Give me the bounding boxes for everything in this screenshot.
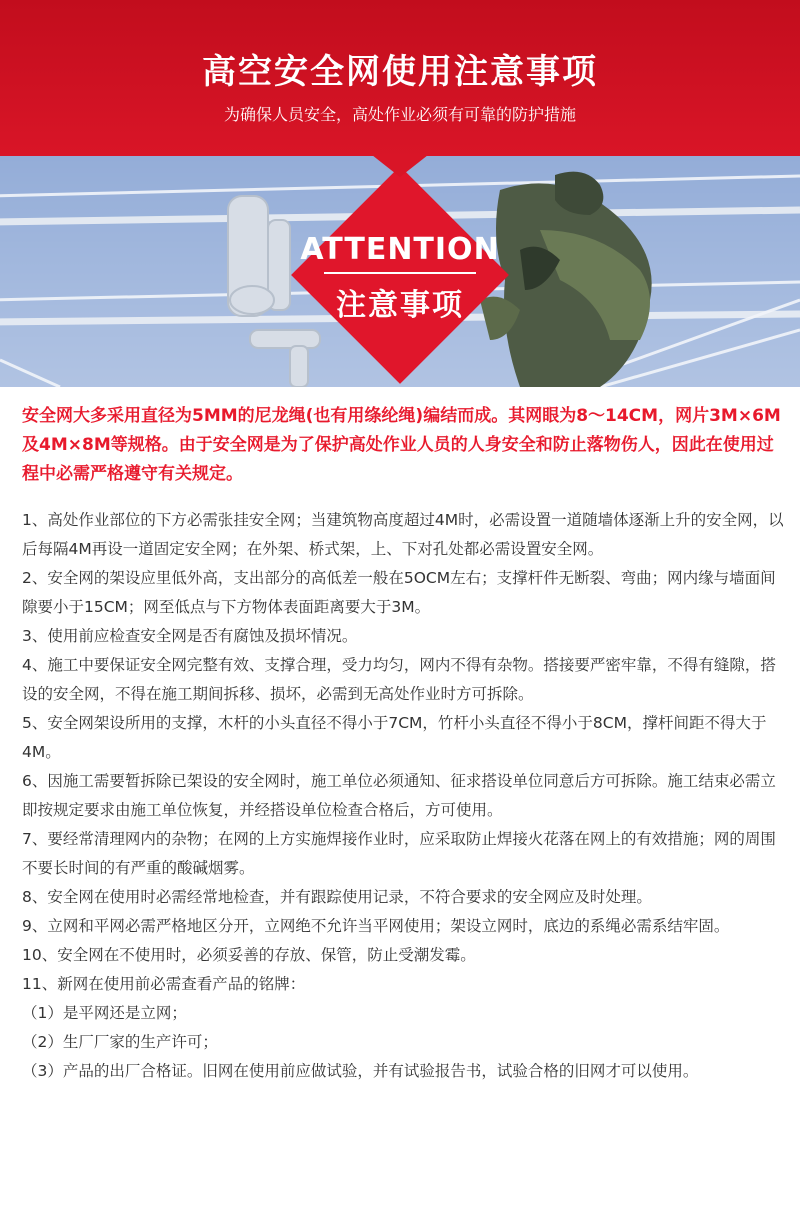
rule-item: 1、高处作业部位的下方必需张挂安全网；当建筑物高度超过4M时，必需设置一道随墙体逐渐上升的安全网，以后每隔4M再设一道固定安全网；在外架、桥式架，上、下对孔处都必需设置安全网。 bbox=[22, 511, 784, 558]
rule-subitem: （1）是平网还是立网； bbox=[22, 1004, 187, 1022]
badge-english: ATTENTION bbox=[300, 232, 500, 267]
page-title: 高空安全网使用注意事项 bbox=[202, 52, 598, 92]
rule-item: 11、新网在使用前必需查看产品的铭牌： bbox=[22, 975, 306, 993]
rule-item: 2、安全网的架设应里低外高，支出部分的高低差一般在5OCM左右；支撑杆件无断裂、弯曲；网内缘与墙面间隙要小于15CM；网至低点与下方物体表面距离要大于3M。 bbox=[22, 569, 776, 616]
badge-divider bbox=[324, 272, 476, 274]
page-subtitle: 为确保人员安全，高处作业必须有可靠的防护措施 bbox=[223, 105, 576, 124]
rules-list bbox=[22, 506, 784, 1086]
badge-diamond bbox=[291, 166, 509, 384]
intro-paragraph: 安全网大多采用直径为5MM的尼龙绳(也有用绦纶绳)编结而成。其网眼为8～14CM，网片3M×6M及4M×8M等规格。由于安全网是为了保护高处作业人员的人身安全和防止落物伤人，因此在使用过程中必需严格遵守有关规定。 bbox=[22, 406, 781, 484]
header-notch bbox=[372, 155, 428, 177]
badge-chinese: 注意事项 bbox=[336, 288, 464, 323]
rule-item: 8、安全网在使用时必需经常地检查，并有跟踪使用记录，不符合要求的安全网应及时处理。 bbox=[22, 888, 652, 906]
rule-subitem: （2）生厂厂家的生产许可； bbox=[22, 1033, 218, 1051]
rule-item: 3、使用前应检查安全网是否有腐蚀及损坏情况。 bbox=[22, 627, 358, 645]
rule-item: 4、施工中要保证安全网完整有效、支撑合理，受力均匀，网内不得有杂物。搭接要严密牢靠，不得有缝隙，搭设的安全网，不得在施工期间拆移、损坏，必需到无高处作业时方可拆除。 bbox=[22, 656, 776, 703]
rule-item: 6、因施工需要暂拆除已架设的安全网时，施工单位必须通知、征求搭设单位同意后方可拆除。施工结束必需立即按规定要求由施工单位恢复，并经搭设单位检查合格后，方可使用。 bbox=[22, 772, 776, 819]
rule-item: 5、安全网架设所用的支撑，木杆的小头直径不得小于7CM，竹杆小头直径不得小于8CM，撑杆间距不得大于4M。 bbox=[22, 714, 767, 761]
rule-subitem: （3）产品的出厂合格证。旧网在使用前应做试验，并有试验报告书，试验合格的旧网才可以使用。 bbox=[22, 1062, 699, 1080]
attention-badge bbox=[291, 166, 509, 384]
rule-item: 9、立网和平网必需严格地区分开，立网绝不允许当平网使用；架设立网时，底边的系绳必需系结牢固。 bbox=[22, 917, 730, 935]
rule-item: 7、要经常清理网内的杂物；在网的上方实施焊接作业时，应采取防止焊接火花落在网上的有效措施；网的周围不要长时间的有严重的酸碱烟雾。 bbox=[22, 830, 776, 877]
rule-item: 10、安全网在不使用时，必须妥善的存放、保管，防止受潮发霉。 bbox=[22, 946, 476, 964]
hero-banner bbox=[0, 0, 800, 387]
